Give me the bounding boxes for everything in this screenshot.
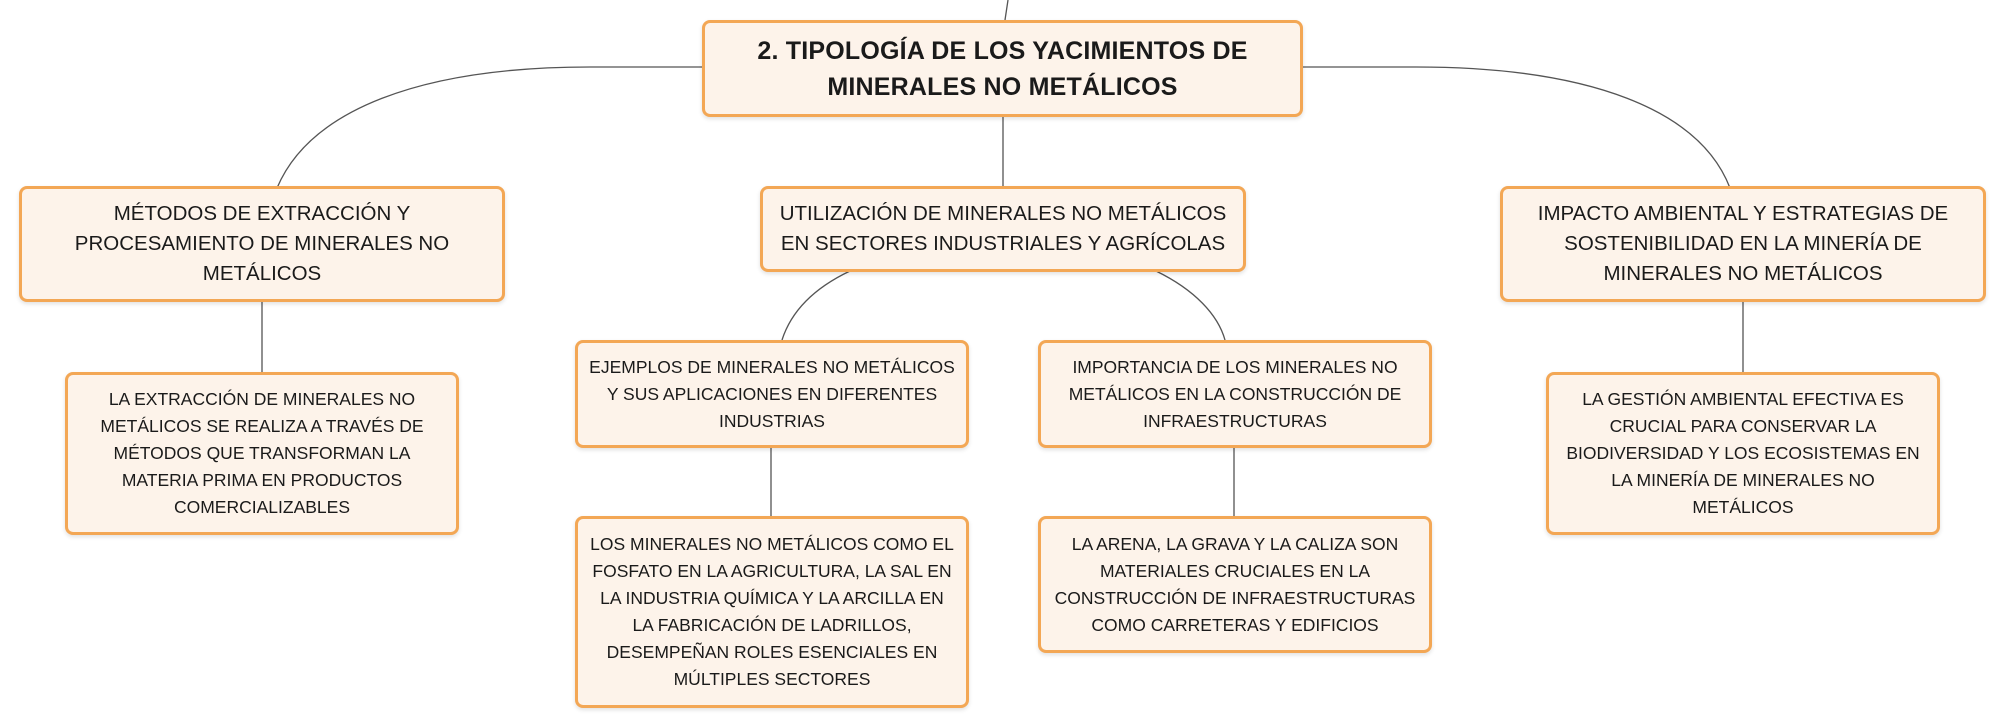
branch-node-methods-label: MÉTODOS DE EXTRACCIÓN Y PROCESAMIENTO DE MINERALES NO METÁLICOS xyxy=(74,202,450,285)
branch-node-environmental-label: IMPACTO AMBIENTAL Y ESTRATEGIAS DE SOSTENIBILIDAD EN LA MINERÍA DE MINERALES NO METÁLICOS xyxy=(1537,202,1949,285)
edge-incoming xyxy=(1005,0,1008,20)
edge-root-right xyxy=(1303,67,1730,188)
detail-node-importance[interactable] xyxy=(1038,516,1432,653)
subtopic-node-importance-label: IMPORTANCIA DE LOS MINERALES NO METÁLICOS EN LA CONSTRUCCIÓN DE INFRAESTRUCTURAS xyxy=(1068,356,1402,431)
branch-node-utilization-label: UTILIZACIÓN DE MINERALES NO METÁLICOS EN SECTORES INDUSTRIALES Y AGRÍCOLAS xyxy=(779,202,1227,255)
edge-center-importance xyxy=(1156,271,1225,340)
root-node[interactable] xyxy=(702,20,1303,117)
edge-root-left xyxy=(277,67,702,188)
detail-node-environmental-label: LA GESTIÓN AMBIENTAL EFECTIVA ES CRUCIAL PARA CONSERVAR LA BIODIVERSIDAD Y LOS ECOSISTEMAS EN LA MINERÍA DE MINERALES NO METÁLICOS xyxy=(1566,389,1920,517)
branch-node-methods[interactable] xyxy=(19,186,505,302)
branch-node-environmental[interactable] xyxy=(1500,186,1986,302)
detail-node-environmental[interactable] xyxy=(1546,372,1940,535)
root-node-label: 2. TIPOLOGÍA DE LOS YACIMIENTOS DE MINERALES NO METÁLICOS xyxy=(757,36,1248,101)
detail-node-examples-label: LOS MINERALES NO METÁLICOS COMO EL FOSFATO EN LA AGRICULTURA, LA SAL EN LA INDUSTRIA QUÍMICA Y LA ARCILLA EN LA FABRICACIÓN DE LADRILLOS, DESEMPEÑAN ROLES ESENCIALES EN MÚLTIPLES SECTORES xyxy=(590,534,954,689)
detail-node-importance-label: LA ARENA, LA GRAVA Y LA CALIZA SON MATERIALES CRUCIALES EN LA CONSTRUCCIÓN DE INFRAESTRUCTURAS COMO CARRETERAS Y EDIFICIOS xyxy=(1054,533,1416,635)
subtopic-node-examples-label: EJEMPLOS DE MINERALES NO METÁLICOS Y SUS APLICACIONES EN DIFERENTES INDUSTRIAS xyxy=(589,356,955,431)
edge-center-examples xyxy=(782,271,850,340)
subtopic-node-importance[interactable] xyxy=(1038,340,1432,448)
detail-node-examples[interactable] xyxy=(575,516,969,708)
detail-node-extraction[interactable] xyxy=(65,372,459,535)
branch-node-utilization[interactable] xyxy=(760,186,1246,272)
detail-node-extraction-label: LA EXTRACCIÓN DE MINERALES NO METÁLICOS SE REALIZA A TRAVÉS DE MÉTODOS QUE TRANSFORMAN LA MATERIA PRIMA EN PRODUCTOS COMERCIALIZABLES xyxy=(100,389,424,517)
subtopic-node-examples[interactable] xyxy=(575,340,969,448)
